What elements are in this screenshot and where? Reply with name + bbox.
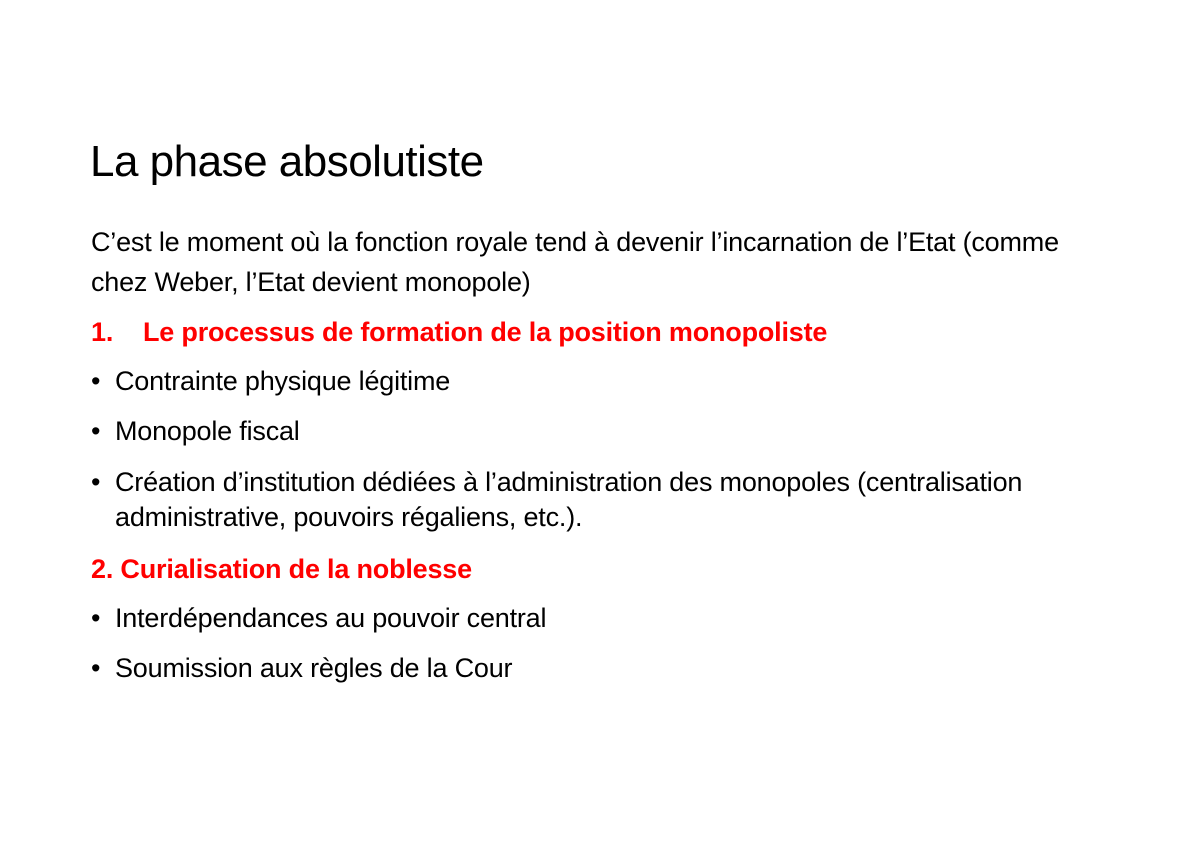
bullet-icon: • (91, 653, 101, 683)
section-number-1: 1. (91, 317, 114, 347)
bullet-item (91, 651, 1091, 686)
bullet-item (91, 414, 1091, 449)
bullet-text: Contrainte physique légitime (115, 366, 451, 396)
section-heading-1 (91, 314, 827, 350)
bullet-text: Création d’institution dédiées à l’administration des monopoles (centralisation administrative, pouvoirs régaliens, etc.). (115, 467, 1023, 532)
section-heading-1-text: Le processus de formation de la position monopoliste (143, 317, 828, 347)
bullet-icon: • (91, 603, 101, 633)
bullet-text: Monopole fiscal (115, 416, 300, 446)
bullet-item (91, 364, 1091, 399)
slide-title: La phase absolutiste (90, 137, 484, 186)
bullet-text: Soumission aux règles de la Cour (115, 653, 513, 683)
bullet-text: Interdépendances au pouvoir central (115, 603, 547, 633)
intro-paragraph: C’est le moment où la fonction royale tend à devenir l’incarnation de l’Etat (comme chez Weber, l’Etat devient monopole) (91, 227, 1059, 297)
bullet-icon: • (91, 366, 101, 396)
section-heading-2: 2. Curialisation de la noblesse (91, 554, 472, 584)
bullet-item (91, 601, 1091, 636)
bullet-icon: • (91, 416, 101, 446)
bullet-item (91, 465, 1091, 535)
bullet-icon: • (91, 467, 101, 497)
